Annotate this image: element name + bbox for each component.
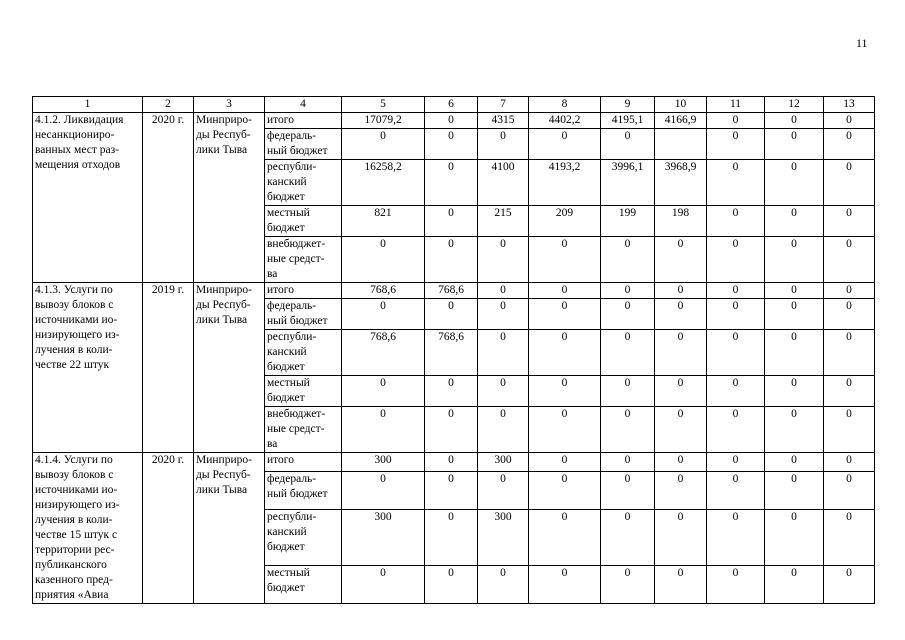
column-header: 7 <box>478 97 529 113</box>
funding-source-cell: республи- канский бюджет <box>265 510 342 566</box>
value-cell: 4166,9 <box>655 113 707 129</box>
executor-cell: Минприро- ды Респуб- лики Тыва <box>194 283 265 453</box>
value-cell: 0 <box>824 160 875 206</box>
value-cell: 0 <box>707 566 765 604</box>
value-cell: 0 <box>707 206 765 237</box>
value-cell: 199 <box>601 206 655 237</box>
value-cell: 0 <box>529 237 601 283</box>
value-cell: 0 <box>707 330 765 376</box>
value-cell: 0 <box>425 113 478 129</box>
value-cell: 0 <box>765 113 824 129</box>
header-row <box>33 97 875 113</box>
value-cell: 0 <box>707 129 765 160</box>
value-cell: 0 <box>655 376 707 407</box>
value-cell: 0 <box>529 283 601 299</box>
value-cell: 0 <box>707 299 765 330</box>
value-cell <box>655 129 707 160</box>
value-cell: 215 <box>478 206 529 237</box>
value-cell: 0 <box>655 299 707 330</box>
funding-source-cell: местный бюджет <box>265 376 342 407</box>
value-cell: 0 <box>601 407 655 453</box>
value-cell: 0 <box>342 566 425 604</box>
value-cell: 0 <box>655 283 707 299</box>
value-cell: 0 <box>824 299 875 330</box>
table-row <box>33 113 875 129</box>
value-cell: 3996,1 <box>601 160 655 206</box>
value-cell: 0 <box>601 566 655 604</box>
value-cell: 0 <box>425 299 478 330</box>
value-cell: 0 <box>707 237 765 283</box>
funding-source-cell: федераль- ный бюджет <box>265 129 342 160</box>
page-number: 11 <box>856 36 868 50</box>
value-cell: 0 <box>655 453 707 472</box>
value-cell: 0 <box>824 453 875 472</box>
value-cell: 768,6 <box>342 330 425 376</box>
value-cell: 0 <box>707 376 765 407</box>
value-cell: 0 <box>655 472 707 510</box>
value-cell: 0 <box>529 453 601 472</box>
table-body <box>33 97 875 604</box>
value-cell: 0 <box>707 510 765 566</box>
value-cell: 0 <box>478 330 529 376</box>
value-cell: 0 <box>478 376 529 407</box>
column-header: 12 <box>765 97 824 113</box>
year-cell: 2020 г. <box>143 113 194 283</box>
value-cell: 0 <box>529 299 601 330</box>
funding-source-cell: республи- канский бюджет <box>265 330 342 376</box>
value-cell: 0 <box>425 376 478 407</box>
funding-source-cell: местный бюджет <box>265 206 342 237</box>
value-cell: 0 <box>529 566 601 604</box>
funding-source-cell: внебюджет- ные средст- ва <box>265 407 342 453</box>
value-cell: 0 <box>425 472 478 510</box>
value-cell: 0 <box>342 237 425 283</box>
value-cell: 3968,9 <box>655 160 707 206</box>
value-cell: 0 <box>478 566 529 604</box>
value-cell: 0 <box>425 160 478 206</box>
value-cell: 0 <box>707 453 765 472</box>
value-cell: 0 <box>425 453 478 472</box>
value-cell: 0 <box>765 237 824 283</box>
column-header: 3 <box>194 97 265 113</box>
value-cell: 0 <box>707 160 765 206</box>
executor-cell: Минприро- ды Респуб- лики Тыва <box>194 113 265 283</box>
budget-table <box>32 96 875 604</box>
value-cell: 0 <box>765 283 824 299</box>
funding-source-cell: итого <box>265 283 342 299</box>
value-cell: 0 <box>824 283 875 299</box>
column-header: 6 <box>425 97 478 113</box>
value-cell: 0 <box>529 330 601 376</box>
value-cell: 0 <box>601 330 655 376</box>
column-header: 13 <box>824 97 875 113</box>
value-cell: 0 <box>529 376 601 407</box>
value-cell: 0 <box>478 283 529 299</box>
value-cell: 4402,2 <box>529 113 601 129</box>
value-cell: 0 <box>478 472 529 510</box>
value-cell: 4195,1 <box>601 113 655 129</box>
value-cell: 209 <box>529 206 601 237</box>
value-cell: 0 <box>765 566 824 604</box>
value-cell: 0 <box>529 510 601 566</box>
value-cell: 0 <box>529 407 601 453</box>
value-cell: 0 <box>824 566 875 604</box>
year-cell: 2019 г. <box>143 283 194 453</box>
value-cell: 0 <box>601 237 655 283</box>
column-header: 5 <box>342 97 425 113</box>
value-cell: 300 <box>342 453 425 472</box>
value-cell: 0 <box>655 237 707 283</box>
value-cell: 0 <box>707 472 765 510</box>
value-cell: 0 <box>765 407 824 453</box>
table-row <box>33 283 875 299</box>
column-header: 1 <box>33 97 143 113</box>
year-cell: 2020 г. <box>143 453 194 604</box>
value-cell: 16258,2 <box>342 160 425 206</box>
funding-source-cell: республи- канский бюджет <box>265 160 342 206</box>
value-cell: 0 <box>655 407 707 453</box>
value-cell: 821 <box>342 206 425 237</box>
value-cell: 768,6 <box>425 283 478 299</box>
table-row <box>33 453 875 472</box>
value-cell: 0 <box>478 299 529 330</box>
value-cell: 0 <box>765 376 824 407</box>
value-cell: 300 <box>478 510 529 566</box>
value-cell: 0 <box>601 472 655 510</box>
value-cell: 0 <box>342 129 425 160</box>
value-cell: 17079,2 <box>342 113 425 129</box>
value-cell: 0 <box>478 407 529 453</box>
value-cell: 0 <box>824 510 875 566</box>
value-cell: 0 <box>765 299 824 330</box>
value-cell: 0 <box>824 237 875 283</box>
measure-name-cell: 4.1.2. Ликвидация несанкциониро- ванных мест раз- мещения отходов <box>33 113 143 283</box>
column-header: 10 <box>655 97 707 113</box>
value-cell: 4100 <box>478 160 529 206</box>
value-cell: 0 <box>425 510 478 566</box>
value-cell: 0 <box>655 330 707 376</box>
column-header: 2 <box>143 97 194 113</box>
value-cell: 0 <box>478 129 529 160</box>
value-cell: 0 <box>601 376 655 407</box>
value-cell: 0 <box>765 129 824 160</box>
value-cell: 0 <box>824 472 875 510</box>
value-cell: 0 <box>342 299 425 330</box>
funding-source-cell: федераль- ный бюджет <box>265 299 342 330</box>
value-cell: 768,6 <box>425 330 478 376</box>
value-cell: 0 <box>342 407 425 453</box>
funding-source-cell: федераль- ный бюджет <box>265 472 342 510</box>
value-cell: 0 <box>478 237 529 283</box>
executor-cell: Минприро- ды Респуб- лики Тыва <box>194 453 265 604</box>
value-cell: 0 <box>765 160 824 206</box>
value-cell: 0 <box>425 566 478 604</box>
value-cell: 0 <box>342 376 425 407</box>
funding-source-cell: местный бюджет <box>265 566 342 604</box>
value-cell: 0 <box>765 330 824 376</box>
value-cell: 0 <box>824 407 875 453</box>
value-cell: 0 <box>707 113 765 129</box>
value-cell: 0 <box>765 453 824 472</box>
column-header: 11 <box>707 97 765 113</box>
value-cell: 0 <box>601 510 655 566</box>
value-cell: 198 <box>655 206 707 237</box>
value-cell: 0 <box>765 206 824 237</box>
value-cell: 0 <box>425 407 478 453</box>
value-cell: 300 <box>478 453 529 472</box>
value-cell: 0 <box>707 407 765 453</box>
value-cell: 0 <box>529 129 601 160</box>
column-header: 9 <box>601 97 655 113</box>
value-cell: 0 <box>765 510 824 566</box>
funding-source-cell: внебюджет- ные средст- ва <box>265 237 342 283</box>
value-cell: 0 <box>824 376 875 407</box>
value-cell: 0 <box>601 299 655 330</box>
funding-source-cell: итого <box>265 453 342 472</box>
value-cell: 0 <box>824 113 875 129</box>
measure-name-cell: 4.1.3. Услуги по вывозу блоков с источниками ио- низирующего из- лучения в коли- честве 22 штук <box>33 283 143 453</box>
value-cell: 0 <box>707 283 765 299</box>
value-cell: 0 <box>529 472 601 510</box>
measure-name-cell: 4.1.4. Услуги по вывозу блоков с источниками ио- низирующего из- лучения в коли- честве 15 штук с территории рес- публиканского казенного пред- приятия «Авиа <box>33 453 143 604</box>
value-cell: 768,6 <box>342 283 425 299</box>
value-cell: 300 <box>342 510 425 566</box>
value-cell: 0 <box>824 330 875 376</box>
value-cell: 0 <box>824 206 875 237</box>
funding-source-cell: итого <box>265 113 342 129</box>
value-cell: 4193,2 <box>529 160 601 206</box>
value-cell: 0 <box>601 453 655 472</box>
value-cell: 0 <box>425 237 478 283</box>
value-cell: 0 <box>342 472 425 510</box>
value-cell: 0 <box>824 129 875 160</box>
value-cell: 0 <box>425 206 478 237</box>
value-cell: 4315 <box>478 113 529 129</box>
value-cell: 0 <box>655 510 707 566</box>
value-cell: 0 <box>765 472 824 510</box>
value-cell: 0 <box>601 283 655 299</box>
value-cell: 0 <box>601 129 655 160</box>
column-header: 8 <box>529 97 601 113</box>
value-cell: 0 <box>425 129 478 160</box>
value-cell: 0 <box>655 566 707 604</box>
column-header: 4 <box>265 97 342 113</box>
